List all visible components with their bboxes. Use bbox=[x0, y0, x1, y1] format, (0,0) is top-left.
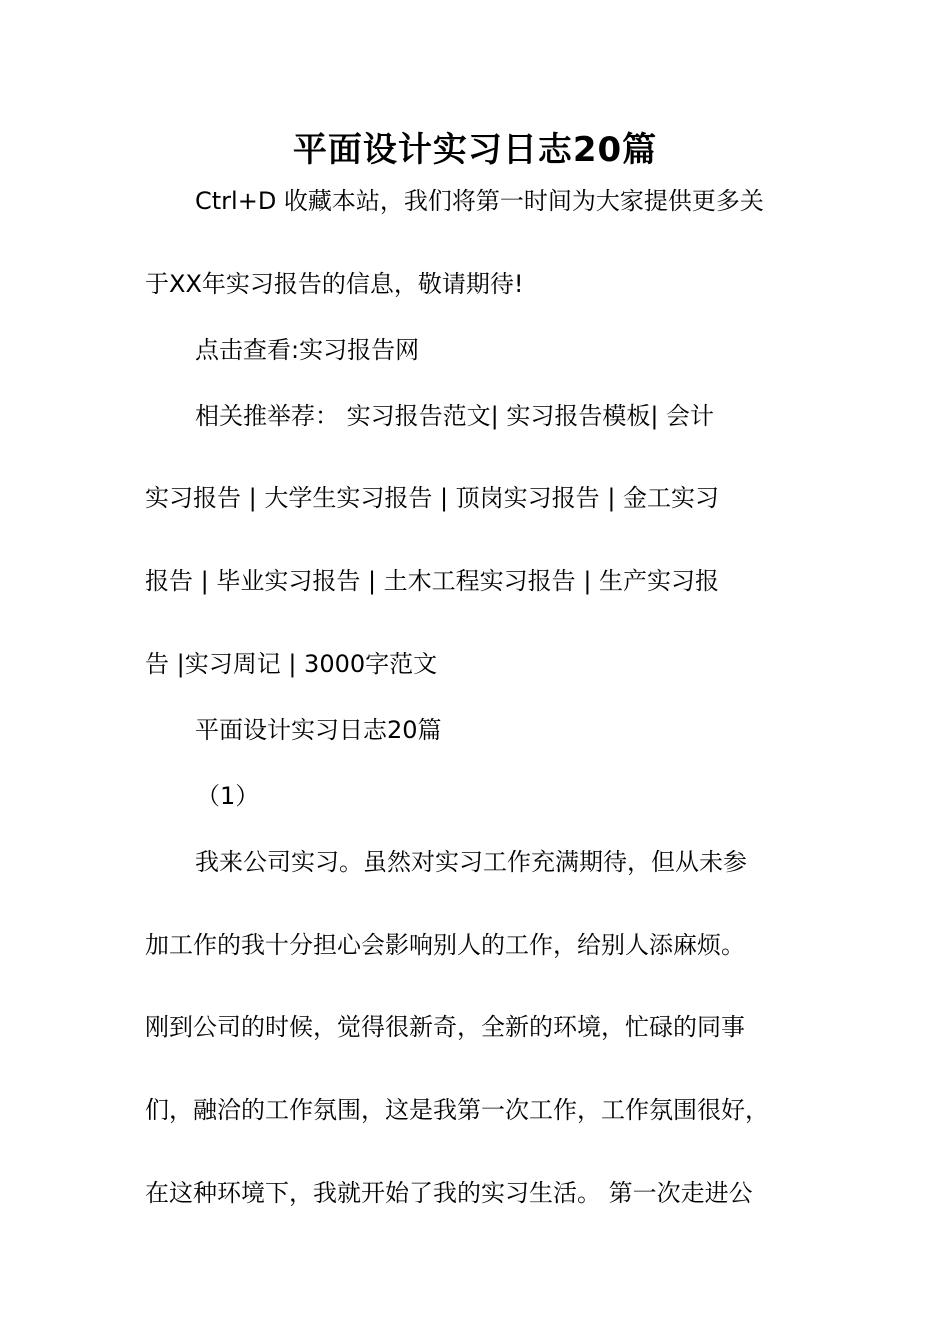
document-title: 平面设计实习日志20篇 bbox=[292, 130, 658, 170]
related-links-line: 报告 | 毕业实习报告 | 土木工程实习报告 | 生产实习报 bbox=[145, 567, 720, 595]
paragraph-line: 们，融洽的工作氛围，这是我第一次工作，工作氛围很好， bbox=[145, 1096, 769, 1124]
text-line: 于XX年实习报告的信息，敬请期待! bbox=[145, 270, 524, 298]
paragraph-line: 在这种环境下，我就开始了我的实习生活。 第一次走进公 bbox=[145, 1179, 753, 1207]
related-links-line: 告 |实习周记 | 3000字范文 bbox=[145, 650, 438, 678]
paragraph-line: 我来公司实习。虽然对实习工作充满期待，但从未参 bbox=[195, 848, 747, 876]
paragraph-line: 加工作的我十分担心会影响别人的工作，给别人添麻烦。 bbox=[145, 931, 745, 959]
related-links-line: 实习报告 | 大学生实习报告 | 顶岗实习报告 | 金工实习 bbox=[145, 484, 720, 512]
paragraph-line: 刚到公司的时候，觉得很新奇，全新的环境，忙碌的同事 bbox=[145, 1013, 745, 1041]
related-links-line: 相关推举荐： 实习报告范文| 实习报告模板| 会计 bbox=[195, 402, 715, 430]
section-heading: 平面设计实习日志20篇 bbox=[195, 716, 442, 744]
section-number: （1） bbox=[196, 782, 260, 810]
text-line: Ctrl+D 收藏本站，我们将第一时间为大家提供更多关 bbox=[195, 187, 764, 215]
text-line: 点击查看:实习报告网 bbox=[195, 336, 420, 364]
